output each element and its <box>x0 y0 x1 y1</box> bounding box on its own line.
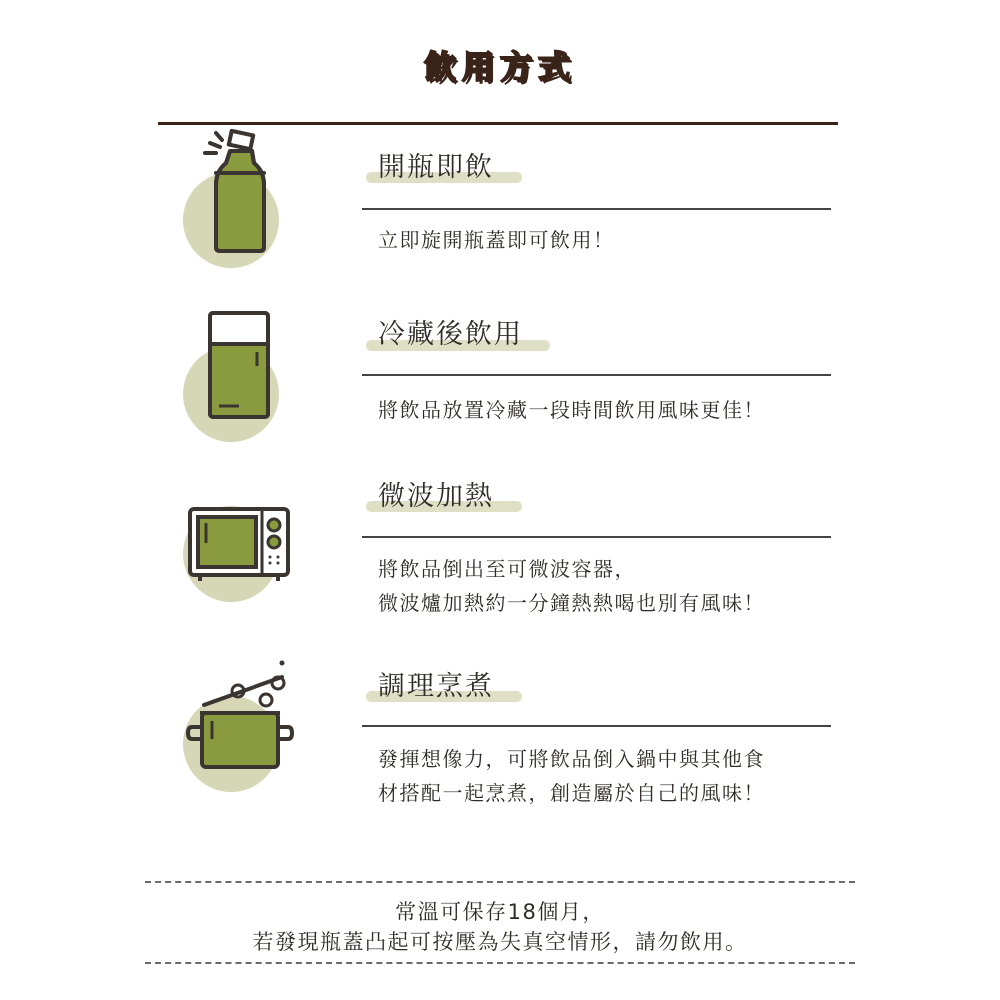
footer-note-line-2: 若發現瓶蓋凸起可按壓為失真空情形，請勿飲用。 <box>252 930 748 954</box>
section-heading: 開瓶即飲 <box>378 152 494 183</box>
section-description <box>378 223 615 257</box>
section-heading: 微波加熱 <box>378 481 494 512</box>
page-title: 飲用方式 <box>423 48 576 86</box>
page-header <box>0 40 1000 90</box>
section-description <box>378 552 765 620</box>
description-line: 材搭配一起烹煮，創造屬於自己的風味！ <box>378 781 765 805</box>
description-line: 將飲品放置冷藏一段時間飲用風味更佳！ <box>378 398 765 422</box>
fridge-icon <box>205 310 275 425</box>
section-description <box>378 393 765 427</box>
footer-note-line-1: 常溫可保存18個月， <box>395 900 605 924</box>
description-line: 微波爐加熱約一分鐘熱熱喝也別有風味！ <box>378 591 765 615</box>
footer-top-divider <box>145 881 855 883</box>
footer-bottom-divider <box>145 962 855 964</box>
section-heading: 調理烹煮 <box>378 671 494 702</box>
cooking-pot-icon <box>186 655 296 775</box>
description-line: 立即旋開瓶蓋即可飲用！ <box>378 228 615 252</box>
section-heading: 冷藏後飲用 <box>378 319 523 350</box>
bottle-icon <box>200 125 280 255</box>
description-line: 將飲品倒出至可微波容器， <box>378 557 636 581</box>
section-divider <box>362 536 831 538</box>
section-divider <box>362 374 831 376</box>
microwave-icon <box>186 505 292 583</box>
section-divider <box>362 725 831 727</box>
section-description <box>378 742 765 810</box>
description-line: 發揮想像力，可將飲品倒入鍋中與其他食 <box>378 747 765 771</box>
section-divider <box>362 208 831 210</box>
